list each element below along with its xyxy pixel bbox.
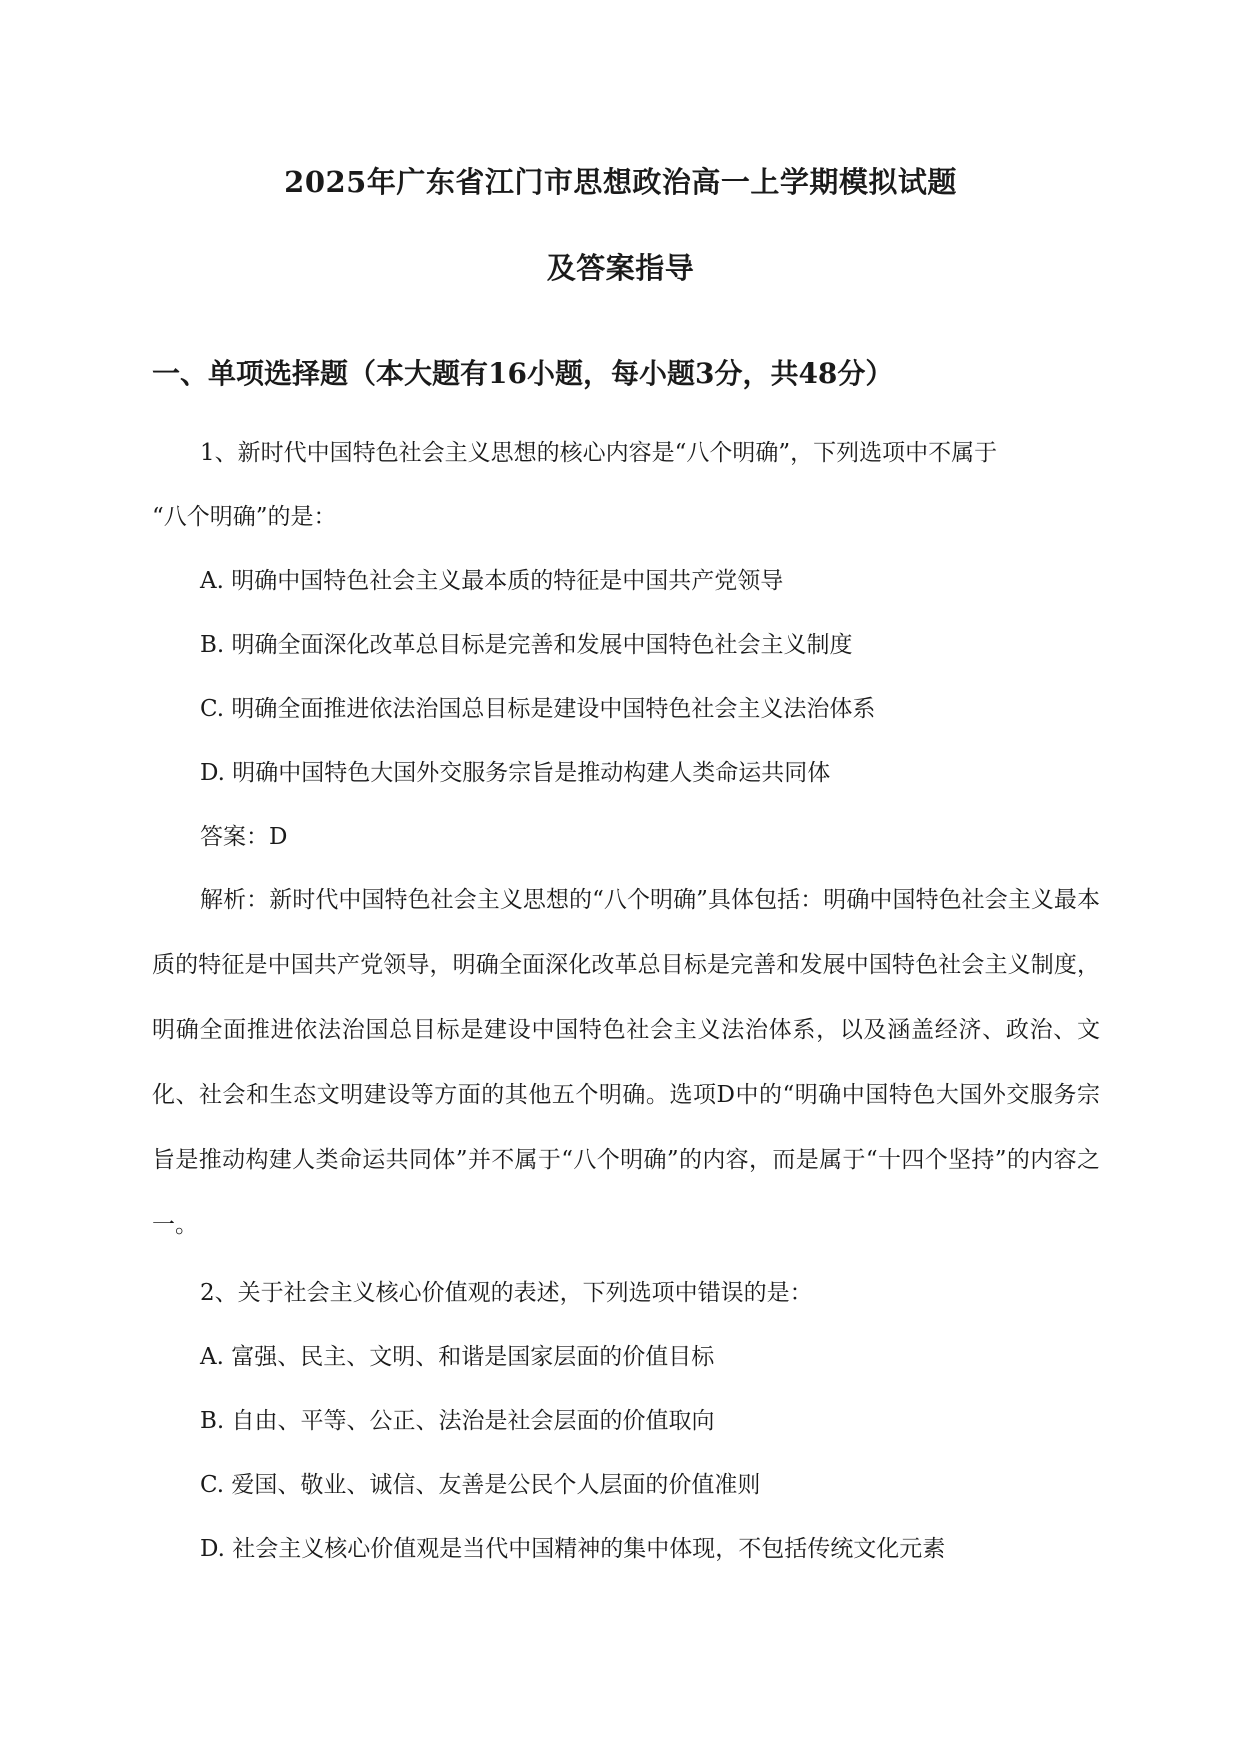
question-1-answer: 答案：D	[200, 824, 288, 850]
question-2-option-a: A. 富强、民主、文明、和谐是国家层面的价值目标	[200, 1344, 715, 1370]
document-title-line1: 2025年广东省江门市思想政治高一上学期模拟试题	[284, 165, 957, 199]
question-1-stem-line2: “八个明确”的是：	[152, 504, 337, 530]
question-2-option-d: D. 社会主义核心价值观是当代中国精神的集中体现，不包括传统文化元素	[200, 1536, 946, 1562]
question-1-option-a: A. 明确中国特色社会主义最本质的特征是中国共产党领导	[200, 568, 784, 594]
document-title-line2: 及答案指导	[546, 251, 695, 285]
question-1-stem-line1: 1、新时代中国特色社会主义思想的核心内容是“八个明确”，下列选项中不属于	[200, 440, 998, 466]
question-1-analysis: 解析：新时代中国特色社会主义思想的“八个明确”具体包括：明确中国特色社会主义最本质的特征是中国共产党领导，明确全面深化改革总目标是完善和发展中国特色社会主义制度，明确全面推进依法治国总目标是建设中国特色社会主义法治体系，以及涵盖经济、政治、文化、社会和生态文明建设等方面的其他五个明确。选项D中的“明确中国特色大国外交服务宗旨是推动构建人类命运共同体”并不属于“八个明确”的内容，而是属于“十四个坚持”的内容之一。	[152, 887, 1100, 1238]
question-2-option-c: C. 爱国、敬业、诚信、友善是公民个人层面的价值准则	[200, 1472, 761, 1498]
question-1-option-b: B. 明确全面深化改革总目标是完善和发展中国特色社会主义制度	[200, 632, 853, 658]
question-1-option-d: D. 明确中国特色大国外交服务宗旨是推动构建人类命运共同体	[200, 760, 831, 786]
question-2-option-b: B. 自由、平等、公正、法治是社会层面的价值取向	[200, 1408, 715, 1434]
section-heading: 一、单项选择题（本大题有16小题，每小题3分，共48分）	[152, 357, 894, 390]
question-2-stem: 2、关于社会主义核心价值观的表述，下列选项中错误的是：	[200, 1280, 813, 1306]
question-1-option-c: C. 明确全面推进依法治国总目标是建设中国特色社会主义法治体系	[200, 696, 876, 722]
